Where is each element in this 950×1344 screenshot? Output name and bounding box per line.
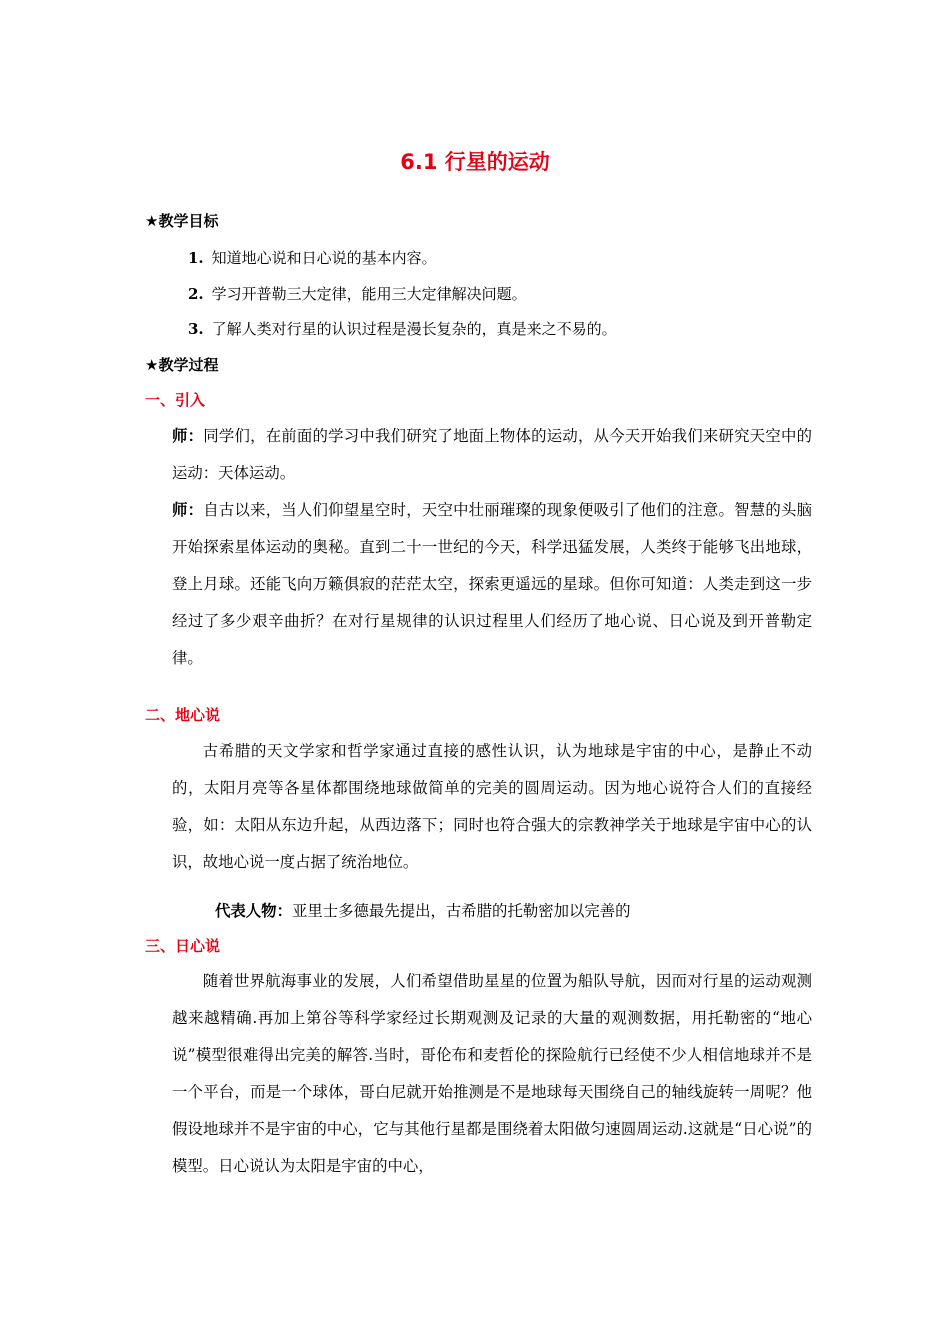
goal-text: 知道地心说和日心说的基本内容。 xyxy=(211,249,437,267)
goal-text: 了解人类对行星的认识过程是漫长复杂的，真是来之不易的。 xyxy=(211,320,617,338)
intro-paragraph-1 xyxy=(172,418,812,492)
goal-item-1 xyxy=(188,247,437,268)
goal-number: 3. xyxy=(188,320,204,338)
goal-number: 2. xyxy=(188,285,204,303)
speaker-label: 师： xyxy=(172,501,204,519)
paragraph-text: 自古以来，当人们仰望星空时，天空中壮丽璀璨的现象便吸引了他们的注意。智慧的头脑开始探索星体运动的奥秘。直到二十一世纪的今天，科学迅猛发展，人类终于能够飞出地球，登上月球。还能飞向万籁俱寂的茫茫太空，探索更遥远的星球。但你可知道：人类走到这一步经过了多少艰辛曲折？在对行星规律的认识过程里人们经历了地心说、日心说及到开普勒定律。 xyxy=(172,501,812,667)
representative-line xyxy=(215,899,631,921)
heliocentric-paragraph: 随着世界航海事业的发展，人们希望借助星星的位置为船队导航，因而对行星的运动观测越来越精确.再加上第谷等科学家经过长期观测及记录的大量的观测数据，用托勒密的“地心说”模型很难得出完美的解答.当时，哥伦布和麦哲伦的探险航行已经使不少人相信地球并不是一个平台，而是一个球体，哥白尼就开始推测是不是地球每天围绕自己的轴线旋转一周呢？他假设地球并不是宇宙的中心，它与其他行星都是围绕着太阳做匀速圆周运动.这就是“日心说”的模型。日心说认为太阳是宇宙的中心， xyxy=(172,972,812,1175)
section-title-heliocentric: 三、日心说 xyxy=(145,937,221,955)
goal-text: 学习开普勒三大定律，能用三大定律解决问题。 xyxy=(211,285,527,303)
speaker-label: 师： xyxy=(172,427,204,445)
page-title: 6.1 行星的运动 xyxy=(400,150,550,174)
geocentric-paragraph: 古希腊的天文学家和哲学家通过直接的感性认识，认为地球是宇宙的中心，是静止不动的，太阳月亮等各星体都围绕地球做简单的完美的圆周运动。因为地心说符合人们的直接经验，如：太阳从东边升起，从西边落下；同时也符合强大的宗教神学关于地球是宇宙中心的认识，故地心说一度占据了统治地位。 xyxy=(172,742,812,871)
representative-text: 亚里士多德最先提出，古希腊的托勒密加以完善的 xyxy=(291,902,631,920)
goal-number: 1. xyxy=(188,249,204,267)
paragraph-text: 同学们，在前面的学习中我们研究了地面上物体的运动，从今天开始我们来研究天空中的运动：天体运动。 xyxy=(172,427,812,482)
process-heading: ★教学过程 xyxy=(145,356,219,374)
intro-paragraph-2 xyxy=(172,492,812,677)
goal-item-2 xyxy=(188,283,527,304)
representative-label: 代表人物： xyxy=(215,902,292,920)
goal-item-3 xyxy=(188,318,617,339)
section-title-geocentric: 二、地心说 xyxy=(145,706,221,724)
section-title-intro: 一、引入 xyxy=(145,391,206,409)
goals-heading: ★教学目标 xyxy=(145,212,219,230)
